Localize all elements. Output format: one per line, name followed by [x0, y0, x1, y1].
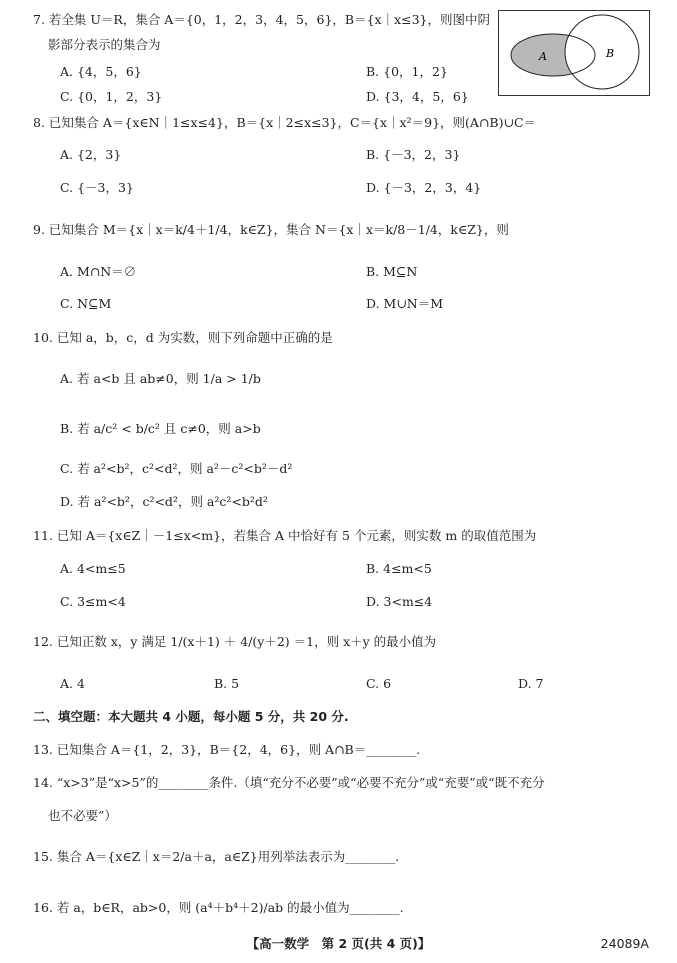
- q10-option-a: A. 若 a<b 且 ab≠0，则 1/a > 1/b: [60, 371, 261, 386]
- q12-option-c: C. 6: [366, 676, 392, 691]
- q7-stem-line1: 7. 若全集 U＝R，集合 A＝{0，1，2，3，4，5，6}，B＝{x｜x≤3}，则图中阴: [33, 12, 491, 27]
- q8-option-d: D. {－3，2，3，4}: [366, 180, 482, 195]
- venn-label-b: B: [606, 47, 615, 60]
- q14-line2: 也不必要”）: [48, 808, 117, 823]
- page-footer: 【高一数学 第 2 页(共 4 页)】: [246, 936, 431, 951]
- q9-option-d: D. M∪N＝M: [366, 296, 444, 311]
- q12-option-b: B. 5: [214, 676, 240, 691]
- q7-stem-line2: 影部分表示的集合为: [48, 37, 161, 52]
- section-heading-fill-in: 二、填空题：本大题共 4 小题，每小题 5 分，共 20 分.: [33, 709, 349, 724]
- q7-option-a: A. {4，5，6}: [60, 64, 142, 79]
- q13-text: 13. 已知集合 A＝{1，2，3}，B＝{2，4，6}，则 A∩B＝________.: [33, 742, 421, 757]
- q11-option-a: A. 4<m≤5: [60, 561, 126, 576]
- q11-option-c: C. 3≤m<4: [60, 594, 126, 609]
- paper-code: 24089A: [600, 936, 649, 951]
- q9-option-c: C. N⊆M: [60, 296, 112, 311]
- q7-option-b: B. {0，1，2}: [366, 64, 448, 79]
- q9-stem: 9. 已知集合 M＝{x｜x＝k/4＋1/4，k∈Z}，集合 N＝{x｜x＝k/8－1/4，k∈Z}，则: [33, 222, 509, 237]
- q10-option-d: D. 若 a²<b²，c²<d²，则 a²c²<b²d²: [60, 494, 268, 509]
- q8-option-a: A. {2，3}: [60, 147, 122, 162]
- q12-stem: 12. 已知正数 x，y 满足 1/(x＋1) ＋ 4/(y＋2) ＝1，则 x＋y 的最小值为: [33, 634, 437, 649]
- q11-stem: 11. 已知 A＝{x∈Z｜－1≤x<m}，若集合 A 中恰好有 5 个元素，则实数 m 的取值范围为: [33, 528, 537, 543]
- q7-option-d: D. {3，4，5，6}: [366, 89, 469, 104]
- q7-option-c: C. {0，1，2，3}: [60, 89, 163, 104]
- q10-option-b: B. 若 a/c² < b/c² 且 c≠0，则 a>b: [60, 421, 261, 436]
- q10-option-c: C. 若 a²<b²，c²<d²，则 a²－c²<b²－d²: [60, 461, 293, 476]
- q14-line1: 14. “x>3”是“x>5”的________条件.（填“充分不必要”或“必要不充分”或“充要”或“既不充分: [33, 775, 545, 790]
- q12-option-a: A. 4: [60, 676, 85, 691]
- venn-label-a: A: [539, 50, 547, 63]
- q12-option-d: D. 7: [518, 676, 544, 691]
- q8-option-b: B. {－3，2，3}: [366, 147, 461, 162]
- q11-option-d: D. 3<m≤4: [366, 594, 433, 609]
- q8-stem: 8. 已知集合 A＝{x∈N｜1≤x≤4}，B＝{x｜2≤x≤3}，C＝{x｜x²＝9}，则(A∩B)∪C＝: [33, 115, 537, 130]
- q9-option-b: B. M⊆N: [366, 264, 418, 279]
- q15-text: 15. 集合 A＝{x∈Z｜x＝2/a＋a，a∈Z}用列举法表示为________.: [33, 849, 400, 864]
- venn-set-b: [565, 15, 639, 89]
- q10-stem: 10. 已知 a，b，c，d 为实数，则下列命题中正确的是: [33, 330, 333, 345]
- q9-option-a: A. M∩N＝∅: [60, 264, 137, 279]
- q8-option-c: C. {－3，3}: [60, 180, 134, 195]
- q16-text: 16. 若 a，b∈R，ab>0，则 (a⁴＋b⁴＋2)/ab 的最小值为________.: [33, 900, 404, 915]
- venn-diagram: [498, 10, 650, 96]
- q11-option-b: B. 4≤m<5: [366, 561, 432, 576]
